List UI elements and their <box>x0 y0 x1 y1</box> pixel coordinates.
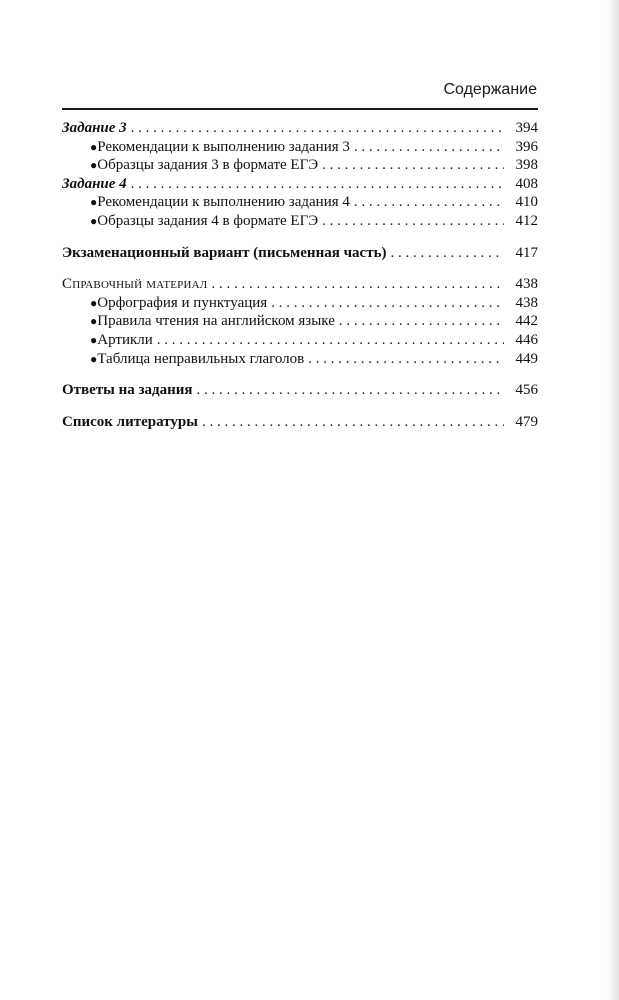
bullet-icon: ● <box>90 314 98 329</box>
table-of-contents <box>62 119 538 431</box>
dot-leader <box>391 244 505 263</box>
toc-entry[interactable] <box>62 244 538 263</box>
toc-page-number: 456 <box>515 382 538 399</box>
toc-title: Таблица неправильных глаголов <box>97 350 305 367</box>
toc-subentry[interactable] <box>62 350 538 369</box>
dot-leader <box>157 331 504 350</box>
toc-entry[interactable] <box>62 175 538 194</box>
bullet-icon: ● <box>90 332 98 347</box>
dot-leader <box>322 212 504 231</box>
toc-entry[interactable] <box>62 413 538 432</box>
toc-title: Экзаменационный вариант (письменная часть) <box>62 244 387 261</box>
dot-leader <box>271 294 504 313</box>
toc-title: Рекомендации к выполнению задания 4 <box>97 194 350 211</box>
bullet-icon: ● <box>90 139 98 154</box>
dot-leader <box>354 193 504 212</box>
toc-page-number: 442 <box>515 313 538 330</box>
toc-title: Рекомендации к выполнению задания 3 <box>97 138 350 155</box>
toc-page-number: 417 <box>515 244 538 261</box>
toc-page-number: 446 <box>515 331 538 348</box>
dot-leader <box>322 156 504 175</box>
toc-subentry[interactable] <box>62 138 538 157</box>
toc-page-number: 394 <box>515 120 538 136</box>
dot-leader <box>202 413 504 432</box>
dot-leader <box>197 381 504 400</box>
toc-title: Список литературы <box>62 413 198 430</box>
toc-title: Образцы задания 4 в формате ЕГЭ <box>97 212 319 229</box>
dot-leader <box>131 119 504 138</box>
dot-leader <box>131 175 504 194</box>
toc-title: Образцы задания 3 в формате ЕГЭ <box>97 157 319 174</box>
dot-leader <box>308 350 504 369</box>
toc-page-number: 408 <box>515 175 538 192</box>
toc-title: Орфография и пунктуация <box>97 294 268 311</box>
toc-page-number: 449 <box>515 350 538 367</box>
toc-title: Задание 4 <box>62 175 127 192</box>
bullet-icon: ● <box>90 351 98 366</box>
toc-title: Ответы на задания <box>62 382 193 399</box>
toc-entry[interactable] <box>62 275 538 294</box>
running-head-title: Содержание <box>443 81 537 98</box>
toc-title: Правила чтения на английском языке <box>97 313 335 330</box>
toc-subentry[interactable] <box>62 156 538 175</box>
dot-leader <box>354 138 504 157</box>
bullet-icon: ● <box>90 158 98 173</box>
toc-subentry[interactable] <box>62 312 538 331</box>
toc-page-number: 412 <box>515 212 538 229</box>
toc-page-number: 438 <box>515 276 538 293</box>
toc-subentry[interactable] <box>62 331 538 350</box>
bullet-icon: ● <box>90 195 98 210</box>
toc-page-number: 398 <box>515 157 538 174</box>
dot-leader <box>339 312 504 331</box>
toc-subentry[interactable] <box>62 294 538 313</box>
bullet-icon: ● <box>90 213 98 228</box>
toc-page-number: 438 <box>515 294 538 311</box>
toc-entry[interactable] <box>62 381 538 400</box>
dot-leader <box>211 275 504 294</box>
toc-title: Справочный материал <box>62 276 208 293</box>
bullet-icon: ● <box>90 295 98 310</box>
toc-page-number: 479 <box>515 413 538 430</box>
toc-page-number: 410 <box>515 194 538 211</box>
header-rule <box>62 108 538 110</box>
toc-entry[interactable] <box>62 119 538 138</box>
toc-subentry[interactable] <box>62 212 538 231</box>
toc-title: Артикли <box>97 331 153 348</box>
toc-title: Задание 3 <box>62 120 127 136</box>
toc-page-number: 396 <box>515 138 538 155</box>
page-edge-shadow <box>607 0 619 1000</box>
toc-subentry[interactable] <box>62 193 538 212</box>
